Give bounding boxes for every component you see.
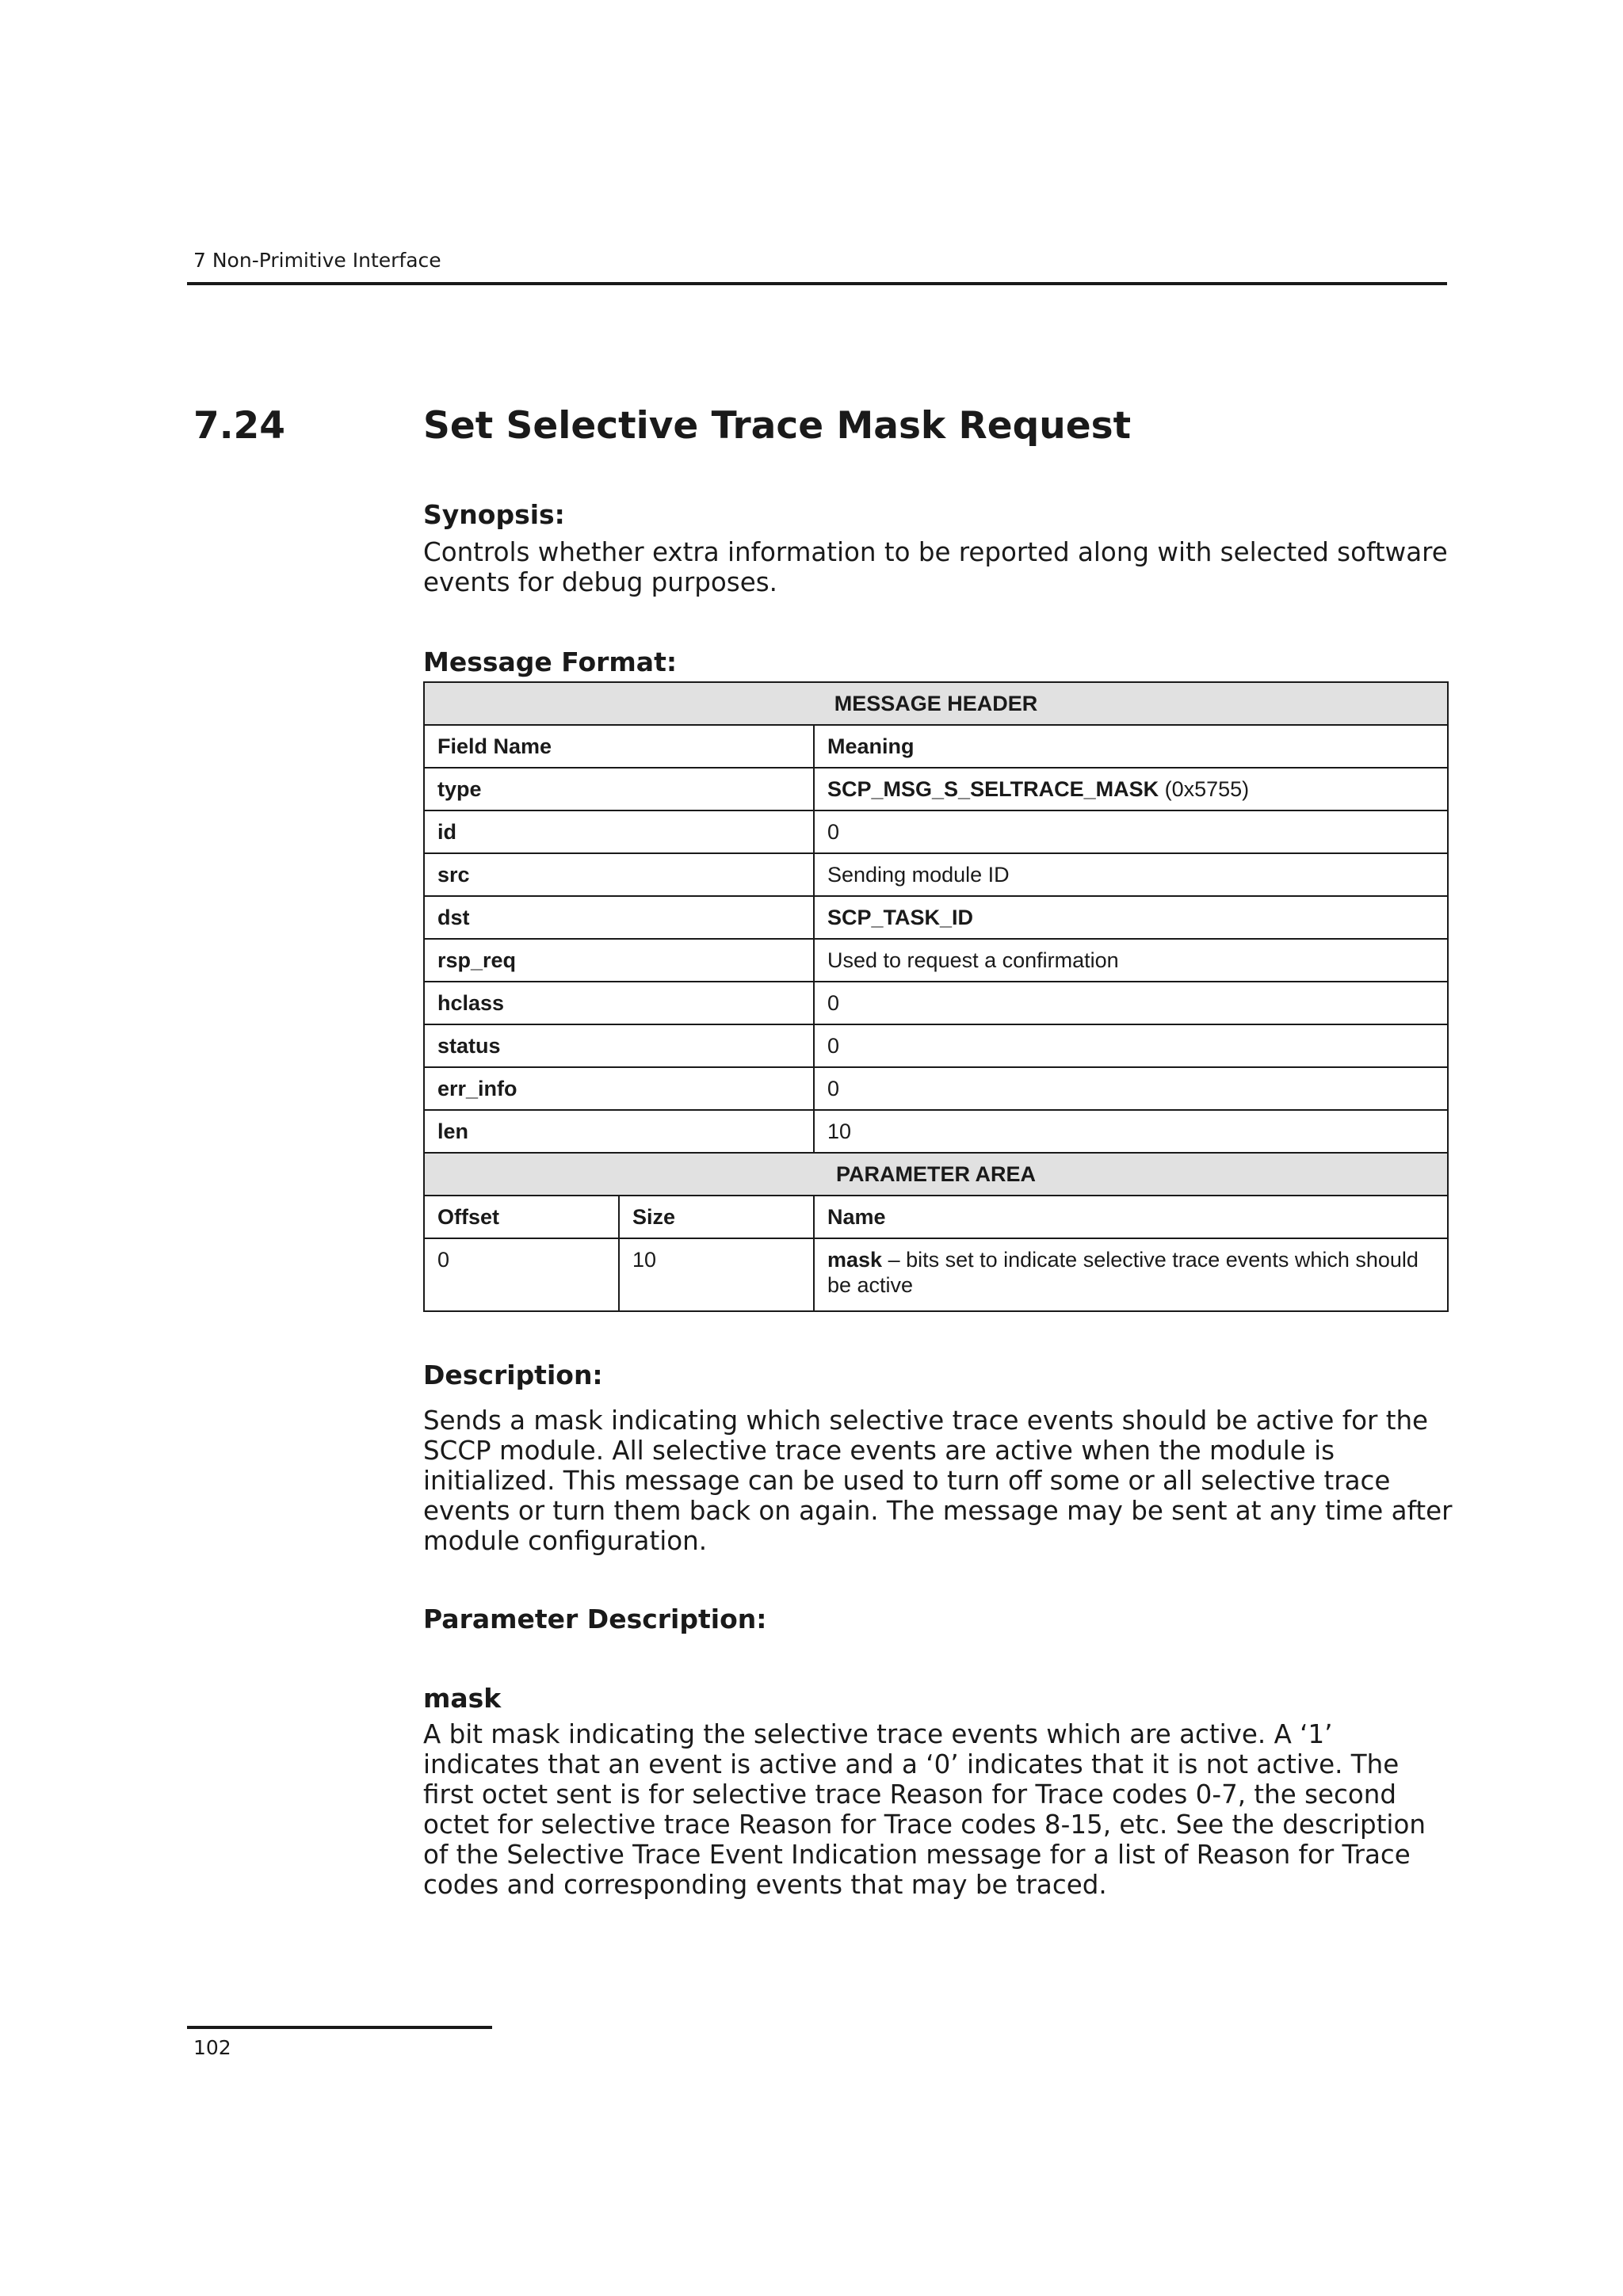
parameter-description-heading: Parameter Description: <box>423 1604 767 1634</box>
header-field-row <box>424 1024 1448 1067</box>
field-meaning-text: 0 <box>827 990 840 1015</box>
param-name-bold: mask <box>827 1248 883 1272</box>
column-header-name: Name <box>814 1196 1448 1238</box>
field-name-cell: id <box>424 810 814 853</box>
field-meaning-text: 10 <box>827 1119 852 1143</box>
field-name-cell: status <box>424 1024 814 1067</box>
field-meaning-text: 0 <box>827 1076 840 1100</box>
field-meaning-text: (0x5755) <box>1159 776 1250 801</box>
page-number: 102 <box>193 2036 231 2059</box>
header-field-row <box>424 1110 1448 1153</box>
field-name-cell: hclass <box>424 982 814 1024</box>
message-format-table <box>423 681 1449 1312</box>
field-name-cell: dst <box>424 896 814 939</box>
field-meaning-bold: SCP_MSG_S_SELTRACE_MASK <box>827 776 1159 801</box>
parameter-area-band-row <box>424 1153 1448 1196</box>
message-format-heading: Message Format: <box>423 646 678 677</box>
field-name-cell: rsp_req <box>424 939 814 982</box>
header-field-row <box>424 982 1448 1024</box>
field-meaning-cell <box>814 939 1448 982</box>
header-field-row <box>424 1067 1448 1110</box>
parameter-name: mask <box>423 1683 502 1714</box>
param-offset-cell: 0 <box>424 1238 619 1311</box>
field-name-cell: src <box>424 853 814 896</box>
header-field-row <box>424 810 1448 853</box>
column-header-meaning: Meaning <box>814 725 1448 768</box>
field-meaning-cell <box>814 768 1448 810</box>
section-title: Set Selective Trace Mask Request <box>423 404 1132 448</box>
field-meaning-text: Sending module ID <box>827 862 1010 887</box>
column-header-field-name: Field Name <box>424 725 814 768</box>
synopsis-text: Controls whether extra information to be reported along with selected software events for debug purposes. <box>423 537 1448 597</box>
field-meaning-text: Used to request a confirmation <box>827 948 1119 972</box>
column-header-size: Size <box>619 1196 814 1238</box>
param-name-text: – bits set to indicate selective trace events which should be active <box>827 1248 1419 1297</box>
field-meaning-cell <box>814 1110 1448 1153</box>
header-field-row <box>424 896 1448 939</box>
field-meaning-text: 0 <box>827 819 840 844</box>
parameter-area-band: PARAMETER AREA <box>424 1153 1448 1196</box>
field-meaning-cell <box>814 896 1448 939</box>
header-rule <box>187 282 1447 285</box>
header-field-row <box>424 768 1448 810</box>
field-name-cell: type <box>424 768 814 810</box>
field-meaning-cell <box>814 1067 1448 1110</box>
field-name-cell: len <box>424 1110 814 1153</box>
field-meaning-cell <box>814 810 1448 853</box>
message-header-band: MESSAGE HEADER <box>424 682 1448 725</box>
field-meaning-cell <box>814 982 1448 1024</box>
description-text: Sends a mask indicating which selective trace events should be active for the SCCP module. All selective trace events are active when the module is initialized. This message can be used to turn off some or all selective trace events or turn them back on again. The message may be sent at any time after module configuration. <box>423 1405 1453 1556</box>
field-name-cell: err_info <box>424 1067 814 1110</box>
header-columns-row <box>424 725 1448 768</box>
param-name-cell <box>814 1238 1448 1311</box>
description-heading: Description: <box>423 1360 603 1390</box>
synopsis-heading: Synopsis: <box>423 499 565 530</box>
parameter-text: A bit mask indicating the selective trace events which are active. A ‘1’ indicates that an event is active and a ‘0’ indicates that it is not active. The first octet sent is for selective trace Reason for Trace codes 0-7, the second octet for selective trace Reason for Trace codes 8-15, etc. See the description of the Selective Trace Event Indication message for a list of Reason for Trace codes and corresponding events that may be traced. <box>423 1719 1426 1900</box>
field-meaning-bold: SCP_TASK_ID <box>827 905 974 929</box>
running-header: 7 Non-Primitive Interface <box>193 249 441 272</box>
param-row <box>424 1238 1448 1311</box>
column-header-offset: Offset <box>424 1196 619 1238</box>
param-columns-row <box>424 1196 1448 1238</box>
param-size-cell: 10 <box>619 1238 814 1311</box>
field-meaning-text: 0 <box>827 1033 840 1058</box>
field-meaning-cell <box>814 1024 1448 1067</box>
header-field-row <box>424 853 1448 896</box>
field-meaning-cell <box>814 853 1448 896</box>
message-header-band-row <box>424 682 1448 725</box>
footer-rule <box>187 2026 492 2029</box>
section-number: 7.24 <box>193 404 285 448</box>
header-field-row <box>424 939 1448 982</box>
